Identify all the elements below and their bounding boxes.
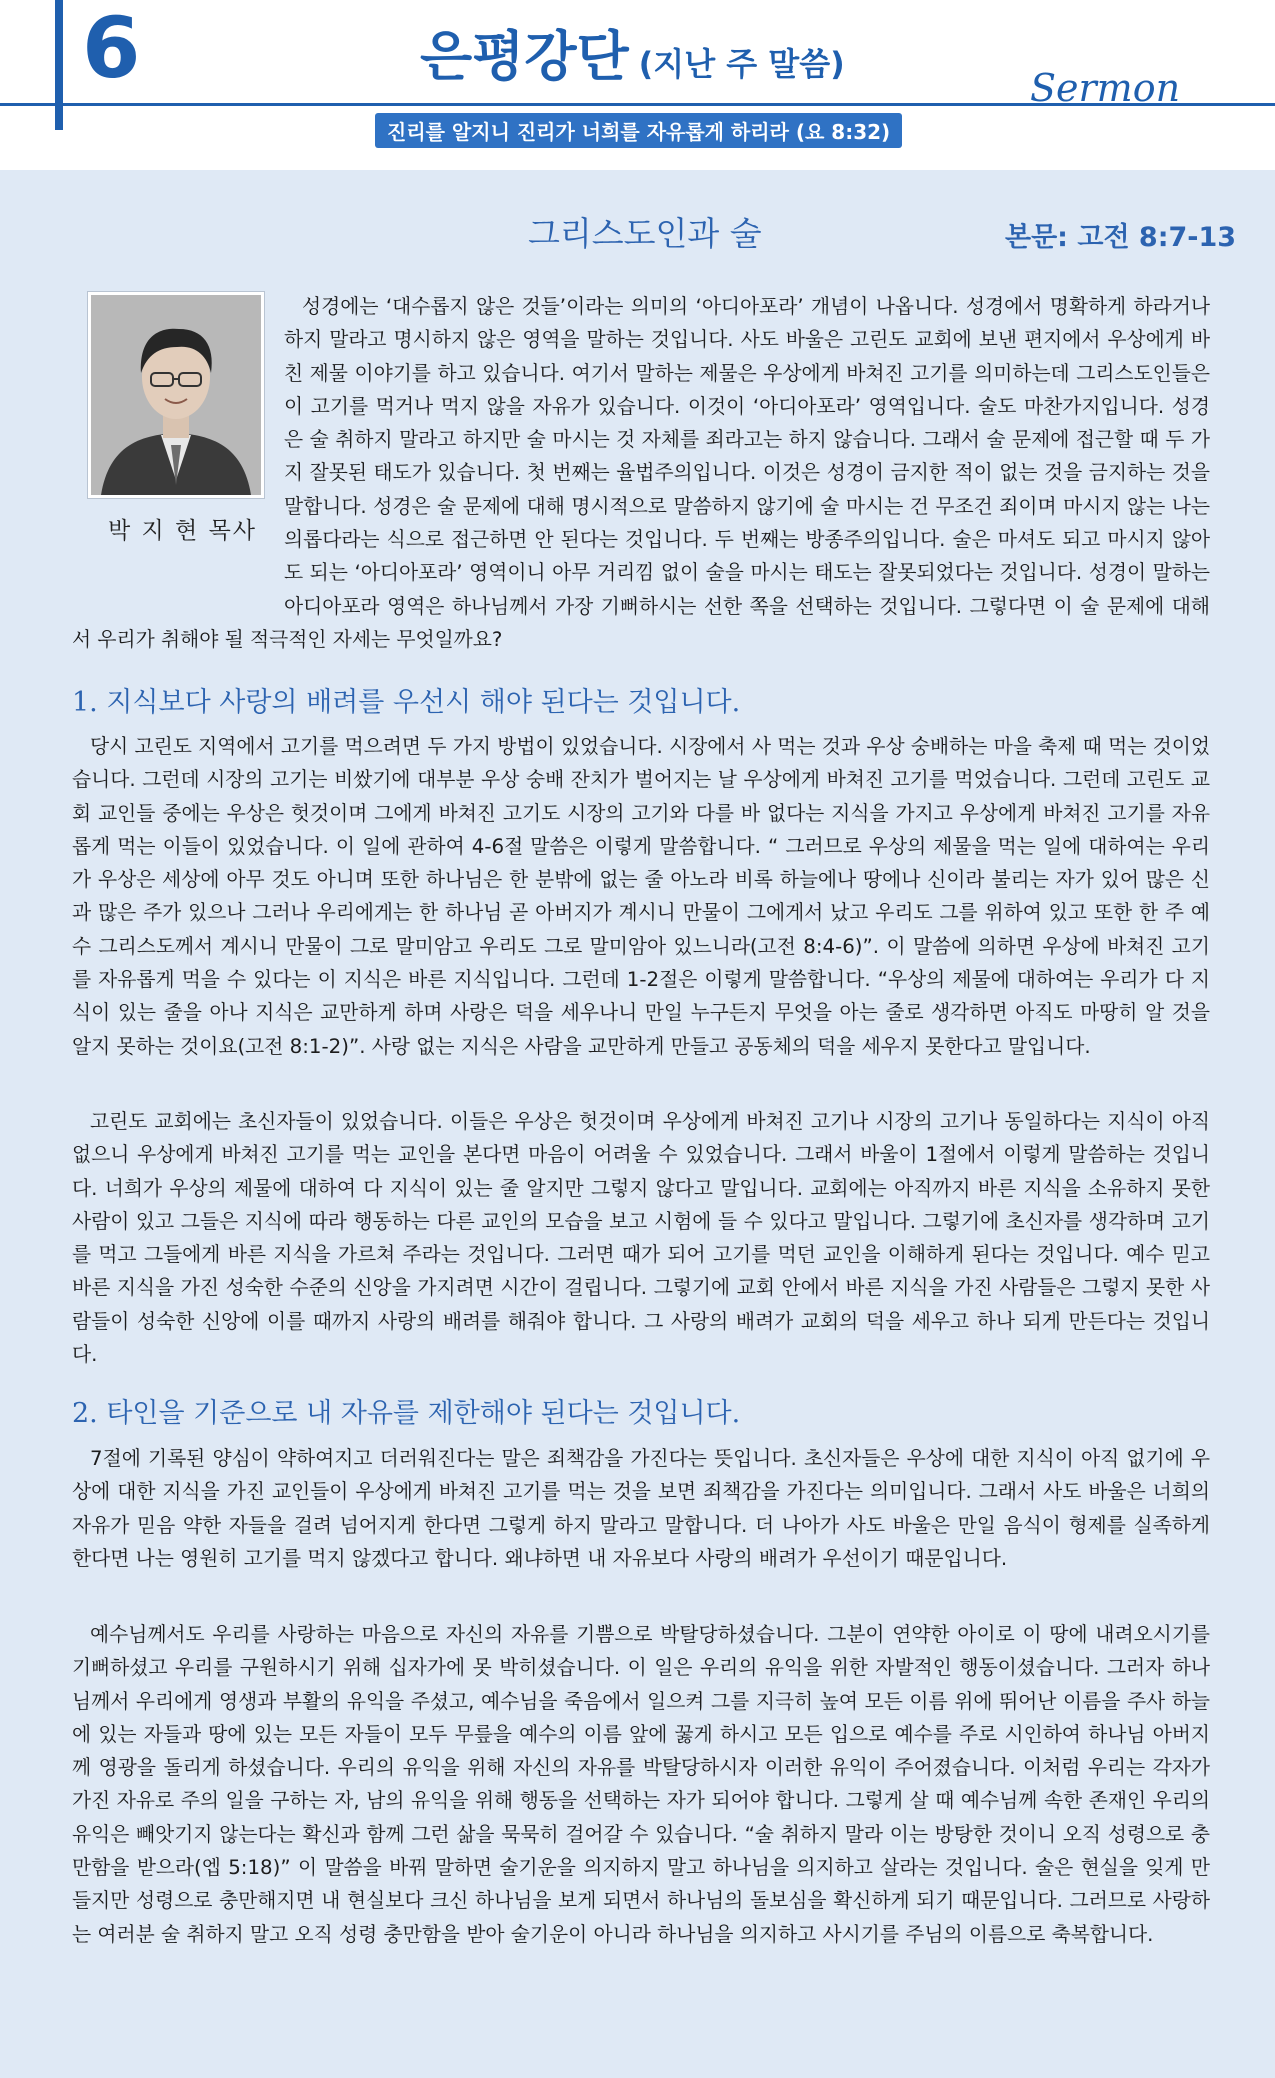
photo-float-spacer [72, 290, 284, 590]
sermon-title: 그리스도인과 술 [528, 214, 762, 253]
paragraph-point-1a: 당시 고린도 지역에서 고기를 먹으려면 두 가지 방법이 있었습니다. 시장에서 사 먹는 것과 우상 숭배하는 마을 축제 때 먹는 것이었습니다. 그런데 시장의 고기는 비쌌기에 대부분 우상 숭배 잔치가 벌어지는 날 우상에게 바쳐진 고기를 먹었습니다. 그런데 고린도 교회 교인들 중에는 우상은 헛것이며 그에게 바쳐진 고기도 시장의 고기와 다를 바 없다는 지식을 가지고 우상에게 바쳐진 고기를 자유롭게 먹는 이들이 있었습니다. 이 일에 관하여 4-6절 말씀은 이렇게 말씀합니다. “ 그러므로 우상의 제물을 먹는 일에 대하여는 우리가 우상은 세상에 아무 것도 아니며 또한 하나님은 한 분밖에 없는 줄 아노라 비록 하늘에나 땅에나 신이라 불리는 자가 있어 많은 신과 많은 주가 있으나 그러나 우리에게는 한 하나님 곧 아버지가 계시니 만물이 그에게서 났고 우리도 그를 위하여 있고 또한 한 주 예수 그리스도께서 계시니 만물이 그로 말미암고 우리도 그로 말미암아 있느니라(고전 8:4-6)”. 이 말씀에 의하면 우상에 바쳐진 고기를 자유롭게 먹을 수 있다는 이 지식은 바른 지식입니다. 그런데 1-2절은 이렇게 말씀합니다. “우상의 제물에 대하여는 우리가 다 지식이 있는 줄을 아나 지식은 교만하게 하며 사랑은 덕을 세우나니 만일 누구든지 무엇을 아는 줄로 생각하면 아직도 마땅히 알 것을 알지 못하는 것이요(고전 8:1-2)”. 사랑 없는 지식은 사람을 교만하게 만들고 공동체의 덕을 세우지 못한다고 말입니다. [72, 735, 1210, 1058]
section-title [420, 25, 845, 88]
intro-paragraph [72, 290, 1210, 656]
section-label: Sermon [1030, 66, 1181, 110]
page-number: 6 [82, 0, 141, 97]
paragraph-point-1b: 고린도 교회에는 초신자들이 있었습니다. 이들은 우상은 헛것이며 우상에게 바쳐진 고기나 시장의 고기나 동일하다는 지식이 아직 없으니 우상에게 바쳐진 고기를 먹는 교인을 본다면 마음이 어려울 수 있었습니다. 그래서 바울이 1절에서 이렇게 말씀하는 것입니다. 너희가 우상의 제물에 대하여 다 지식이 있는 줄 알지만 그렇지 않다고 말입니다. 교회에는 아직까지 바른 지식을 소유하지 못한 사람이 있고 그들은 지식에 따라 행동하는 다른 교인의 모습을 보고 시험에 들 수 있다고 말입니다. 그렇기에 초신자를 생각하며 고기를 먹고 그들에게 바른 지식을 가르쳐 주라는 것입니다. 그러면 때가 되어 고기를 먹던 교인을 이해하게 된다는 것입니다. 예수 믿고 바른 지식을 가진 성숙한 수준의 신앙을 가지려면 시간이 걸립니다. 그렇기에 교회 안에서 바른 지식을 가진 사람들은 그렇지 못한 사람들이 성숙한 신앙에 이를 때까지 사랑의 배려를 해줘야 합니다. 그 사랑의 배려가 교회의 덕을 세우고 하나 되게 만든다는 것입니다. [72, 1110, 1210, 1367]
heading-point-1: 1. 지식보다 사랑의 배려를 우선시 해야 된다는 것입니다. [72, 687, 741, 718]
paragraph-point-2b: 예수님께서도 우리를 사랑하는 마음으로 자신의 자유를 기쁨으로 박탈당하셨습니다. 그분이 연약한 아이로 이 땅에 내려오시기를 기뻐하셨고 우리를 구원하시기 위해 십자가에 못 박히셨습니다. 이 일은 우리의 유익을 위한 자발적인 행동이셨습니다. 그러자 하나님께서 우리에게 영생과 부활의 유익을 주셨고, 예수님을 죽음에서 일으켜 그를 지극히 높여 모든 이름 위에 뛰어난 이름을 주사 하늘에 있는 자들과 땅에 있는 모든 자들이 모두 무릎을 예수의 이름 앞에 꿇게 하시고 모든 입으로 예수를 주로 시인하여 하나님 아버지께 영광을 돌리게 하셨습니다. 우리의 유익을 위해 자신의 자유를 박탈당하시자 이러한 유익이 주어졌습니다. 이처럼 우리는 각자가 가진 자유로 주의 일을 구하는 자, 남의 유익을 위해 행동을 선택하는 자가 되어야 합니다. 그렇게 살 때 예수님께 속한 존재인 우리의 유익은 빼앗기지 않는다는 확신과 함께 그런 삶을 묵묵히 걸어갈 수 있습니다. “술 취하지 말라 이는 방탕한 것이니 오직 성령으로 충만함을 받으라(엡 5:18)” 이 말씀을 바꿔 말하면 술기운을 의지하지 말고 하나님을 의지하고 살라는 것입니다. 술은 현실을 잊게 만들지만 성령으로 충만해지면 내 현실보다 크신 하나님을 보게 되면서 하나님의 돌보심을 확신하게 되기 때문입니다. 그러므로 사랑하는 여러분 술 취하지 말고 오직 성령 충만함을 받아 술기운이 아니라 하나님을 의지하고 사시기를 주님의 이름으로 축복합니다. [72, 1623, 1210, 1946]
section-title-main: 은평강단 [420, 25, 629, 88]
heading-point-2: 2. 타인을 기준으로 내 자유를 제한해야 된다는 것입니다. [72, 1398, 741, 1429]
section-title-sub: (지난 주 말씀) [638, 45, 845, 83]
paragraph-point-2a: 7절에 기록된 양심이 약하여지고 더러워진다는 말은 죄책감을 가진다는 뜻입니다. 초신자들은 우상에 대한 지식이 아직 없기에 우상에 대한 지식을 가진 교인들이 우상에게 바쳐진 고기를 먹는 것을 보면 죄책감을 가진다는 의미입니다. 그래서 사도 바울은 너희의 자유가 믿음 약한 자들을 걸려 넘어지게 한다면 그렇게 하지 말라고 말합니다. 더 나아가 사도 바울은 만일 음식이 형제를 실족하게 한다면 나는 영원히 고기를 먹지 않겠다고 합니다. 왜냐하면 내 자유보다 사랑의 배려가 우선이기 때문입니다. [72, 1447, 1210, 1570]
theme-verse: 진리를 알지니 진리가 너희를 자유롭게 하리라 (요 8:32) [375, 113, 902, 148]
pastor-name: 박 지 현 목사 [108, 518, 258, 544]
intro-text: 성경에는 ‘대수롭지 않은 것들’이라는 의미의 ‘아디아포라’ 개념이 나옵니다. 성경에서 명확하게 하라거나 하지 말라고 명시하지 않은 영역을 말하는 것입니다. 사도 바울은 고린도 교회에 보낸 편지에서 우상에게 바친 제물 이야기를 하고 있습니다. 여기서 말하는 제물은 우상에게 바쳐진 고기를 의미하는데 그리스도인들은 이 고기를 먹거나 먹지 않을 자유가 있습니다. 이것이 ‘아디아포라’ 영역입니다. 술도 마찬가지입니다. 성경은 술 취하지 말라고 하지만 술 마시는 것 자체를 죄라고는 하지 않습니다. 그래서 술 문제에 접근할 때 두 가지 잘못된 태도가 있습니다. 첫 번째는 율법주의입니다. 이것은 성경이 금지한 적이 없는 것을 금지하는 것을 말합니다. 성경은 술 문제에 대해 명시적으로 말씀하지 않기에 술 마시는 건 무조건 죄이며 마시지 않는 나는 의롭다라는 식으로 접근하면 안 된다는 것입니다. 두 번째는 방종주의입니다. 술은 마셔도 되고 마시지 않아도 되는 ‘아디아포라’ 영역이니 아무 거리낌 없이 술을 마시는 태도는 잘못되었다는 것입니다. 성경이 말하는 아디아포라 영역은 하나님께서 가장 기뻐하시는 선한 쪽을 선택하는 것입니다. 그렇다면 이 술 문제에 대해서 우리가 취해야 될 적극적인 자세는 무엇일까요? [72, 295, 1210, 651]
scripture-reference: 본문: 고전 8:7-13 [1005, 222, 1237, 253]
page-header [0, 0, 1275, 170]
header-accent-bar [55, 0, 63, 130]
